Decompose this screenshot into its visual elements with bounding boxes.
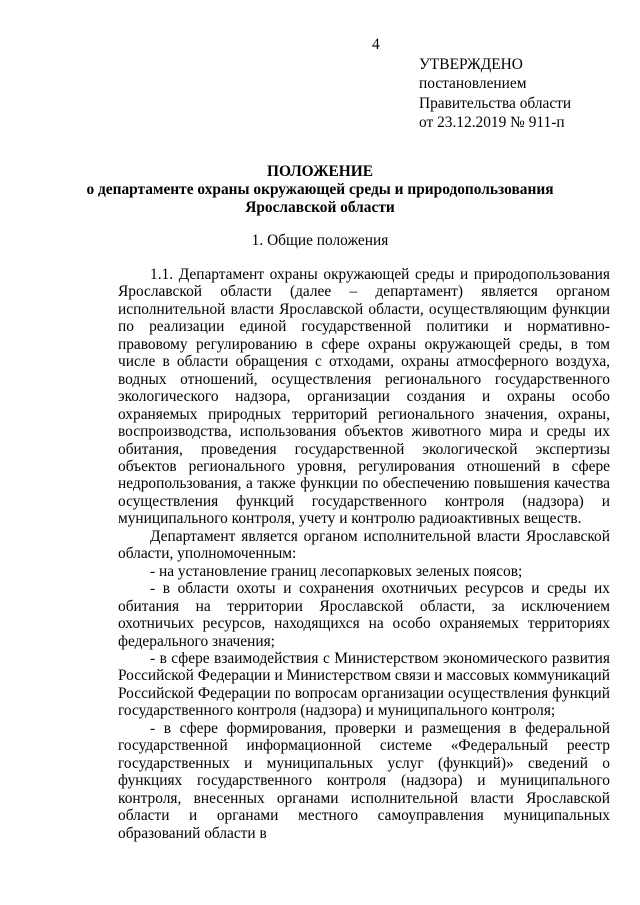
approval-line: УТВЕРЖДЕНО — [419, 56, 523, 73]
page-number: 4 — [372, 36, 380, 53]
section-heading: 1. Общие положения — [251, 232, 389, 249]
approval-line: постановлением — [419, 75, 527, 93]
paragraph: Департамент является органом исполнительной власти Ярославской области, уполномоченным: — [118, 527, 610, 563]
paragraph: - в сфере формирования, проверки и размещения в федеральной государственной информационной системе «Федеральный реестр государственных и муниципальных услуг (функций)» сведений о функциях государственного контроля (надзора) и муниципального контроля, внесенных органами исполнительной власти Ярославской области и органами местного самоуправления муниципальных образований области в — [118, 719, 610, 842]
approval-line: Правительства области — [419, 94, 572, 112]
approval-stamp — [419, 55, 619, 133]
title-subtitle: Ярославской области — [245, 199, 395, 216]
paragraph: 1.1. Департамент охраны окружающей среды и природопользования Ярославской области (далее – департамент) является органом исполнительной власти Ярославской области, осуществляющим функции по реализации единой государственной политики и нормативно-правовому регулированию в сфере охраны окружающей среды, в том числе в области обращения с отходами, охраны атмосферного воздуха, водных отношений, осуществления регионального государственного экологического надзора, организации создания и охраны особо охраняемых природных территорий регионального значения, охраны, воспроизводства, использования объектов животного мира и среды их обитания, проведения государственной экологической экспертизы объектов регионального уровня, регулирования отношений в сфере недропользования, а также функции по обеспечению повышения качества осуществления функций государственного контроля (надзора) и муниципального контроля, учету и контролю радиоактивных веществ. — [118, 266, 610, 528]
title-heading: ПОЛОЖЕНИЕ — [267, 163, 373, 180]
paragraph: - в области охоты и сохранения охотничьих ресурсов и среды их обитания на территории Ярославской области, за исключением охотничьих ресурсов, находящихся на особо охраняемых территориях федерального значения; — [118, 580, 610, 650]
approval-line: от 23.12.2019 № 911-п — [419, 114, 565, 132]
body-text — [118, 266, 610, 842]
document-title — [0, 163, 640, 217]
title-subtitle: о департаменте охраны окружающей среды и природопользования — [86, 181, 554, 198]
paragraph: - на установление границ лесопарковых зеленых поясов; — [150, 562, 523, 580]
paragraph: - в сфере взаимодействия с Министерством экономического развития Российской Федерации и Министерством связи и массовых коммуникаций Российской Федерации по вопросам организации осуществления функций государственного контроля (надзора) и муниципального контроля; — [118, 649, 610, 720]
